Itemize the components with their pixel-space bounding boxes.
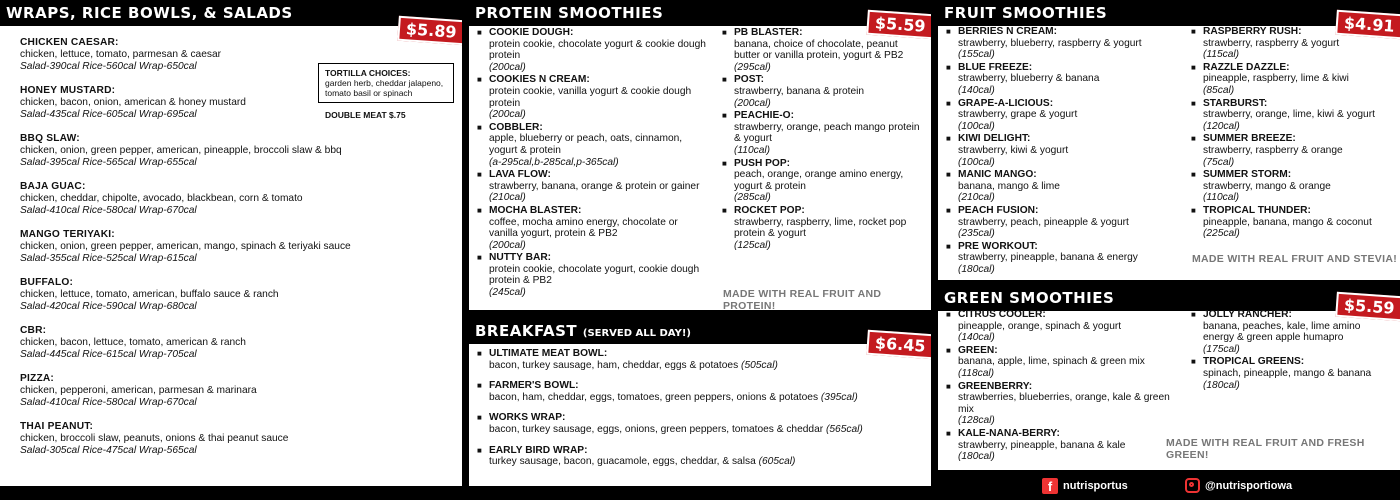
menu-item-calories: Salad-305cal Rice-475cal Wrap-565cal <box>20 445 197 456</box>
fruit-price: $4.91 <box>1335 10 1400 40</box>
menu-item-name: BBQ SLAW: <box>20 133 80 144</box>
menu-item-calories: (180cal) <box>958 451 995 463</box>
wraps-price: $5.89 <box>397 16 462 46</box>
menu-item-desc: protein cookie, chocolate yogurt & cookie dough protein <box>489 38 706 62</box>
protein-right-list <box>722 27 922 252</box>
menu-item-desc: strawberry, peach, pineapple & yogurt <box>958 216 1129 228</box>
menu-item-calories: (115cal) <box>1203 49 1240 61</box>
menu-item-name: ■ POST: <box>734 74 764 86</box>
menu-item-name: CHICKEN CAESAR: <box>20 37 119 48</box>
menu-item-name: ■ GREENBERRY: <box>958 380 1033 392</box>
breakfast-title: BREAKFAST <box>475 322 578 340</box>
menu-item-calories: (175cal) <box>1203 343 1240 355</box>
wraps-list <box>20 37 351 469</box>
menu-item-desc: protein cookie, chocolate yogurt, cookie dough protein & PB2 <box>489 263 700 287</box>
menu-item-desc: strawberry, banana, orange & protein or gainer <box>489 180 700 192</box>
menu-item-desc: strawberry, blueberry & banana <box>958 73 1100 85</box>
menu-item-calories: (128cal) <box>958 415 995 427</box>
menu-item <box>477 445 897 468</box>
menu-item-calories: Salad-410cal Rice-580cal Wrap-670cal <box>20 397 197 408</box>
menu-item-name: ■ WORKS WRAP: <box>489 412 566 424</box>
menu-item-name: ■ PEACH FUSION: <box>958 204 1039 216</box>
menu-item-desc: turkey sausage, bacon, guacamole, eggs, cheddar, & salsa <box>489 456 756 468</box>
menu-item-name: ■ SUMMER STORM: <box>1203 169 1292 181</box>
menu-item-calories: Salad-410cal Rice-580cal Wrap-670cal <box>20 205 197 216</box>
menu-item-desc: pineapple, banana, mango & coconut <box>1203 216 1372 228</box>
menu-item-desc: peach, orange, orange amino energy, yogurt & protein <box>734 169 904 192</box>
menu-item-desc: bacon, turkey sausage, eggs, onions, green peppers, tomatoes & cheddar <box>489 423 824 435</box>
menu-item <box>477 252 707 298</box>
menu-item-calories: Salad-445cal Rice-615cal Wrap-705cal <box>20 349 197 360</box>
menu-item-calories: (180cal) <box>1203 379 1240 391</box>
menu-item <box>1191 169 1391 204</box>
menu-item <box>20 277 440 313</box>
menu-item <box>722 74 922 109</box>
menu-item-name: ■ COOKIE DOUGH: <box>489 27 574 38</box>
menu-item <box>20 229 440 265</box>
instagram-link[interactable] <box>1185 478 1292 493</box>
tortilla-desc: garden herb, cheddar jalapeno, tomato basil or spinach <box>325 78 444 98</box>
menu-item-desc: spinach, pineapple, mango & banana <box>1203 367 1372 379</box>
breakfast-header <box>469 318 931 344</box>
menu-item-name: ■ LAVA FLOW: <box>489 169 551 181</box>
menu-item <box>946 62 1176 97</box>
menu-item-desc: strawberry, kiwi & yogurt <box>958 144 1069 156</box>
menu-item-name: ■ SUMMER BREEZE: <box>1203 133 1296 145</box>
menu-item-calories: (125cal) <box>734 239 771 251</box>
menu-item-calories: (295cal) <box>734 61 771 73</box>
menu-item-calories: (200cal) <box>489 109 526 121</box>
menu-item-name: ■ ROCKET POP: <box>734 204 805 216</box>
menu-item-desc: strawberry, banana & protein <box>734 85 865 97</box>
menu-item-desc: banana, choice of chocolate, peanut butter or vanilla protein, yogurt & PB2 <box>734 38 904 62</box>
breakfast-price: $6.45 <box>866 330 931 360</box>
menu-item-calories: (118cal) <box>958 367 995 379</box>
menu-item <box>946 133 1176 168</box>
menu-item-name: ■ EARLY BIRD WRAP: <box>489 444 588 456</box>
menu-item-name: ■ GREEN: <box>958 344 998 356</box>
menu-item-desc: chicken, lettuce, tomato, parmesan & caesar <box>20 49 222 60</box>
menu-item-desc: bacon, ham, cheddar, eggs, tomatoes, green peppers, onions & potatoes <box>489 391 819 403</box>
protein-title: PROTEIN SMOOTHIES <box>469 0 931 26</box>
menu-item-desc: strawberry, raspberry & yogurt <box>1203 37 1340 49</box>
menu-item-name: ■ MOCHA BLASTER: <box>489 204 582 216</box>
menu-item-name: ■ NUTTY BAR: <box>489 252 552 264</box>
green-price: $5.59 <box>1335 292 1400 322</box>
green-right-list <box>1191 309 1391 392</box>
menu-item-calories: (140cal) <box>958 332 995 344</box>
menu-item-desc: chicken, bacon, lettuce, tomato, american & ranch <box>20 337 246 348</box>
menu-item-desc: chicken, lettuce, tomato, american, buffalo sauce & ranch <box>20 289 279 300</box>
menu-item-desc: strawberry, grape & yogurt <box>958 109 1078 121</box>
menu-item-calories: Salad-355cal Rice-525cal Wrap-615cal <box>20 253 197 264</box>
menu-item <box>477 348 897 371</box>
menu-item-name: ■ KIWI DELIGHT: <box>958 133 1031 145</box>
menu-item <box>946 98 1176 133</box>
instagram-icon <box>1185 478 1200 493</box>
protein-tagline: MADE WITH REAL FRUIT AND PROTEIN! <box>723 288 882 310</box>
menu-item-calories: (235cal) <box>958 228 995 240</box>
menu-item-desc: banana, mango & lime <box>958 180 1060 192</box>
menu-item <box>946 241 1176 276</box>
menu-item-calories: (100cal) <box>958 120 995 132</box>
breakfast-subtitle: (SERVED ALL DAY!) <box>582 328 691 339</box>
menu-item-name: ■ MANIC MANGO: <box>958 169 1037 181</box>
menu-item-desc: chicken, broccoli slaw, peanuts, onions & thai peanut sauce <box>20 433 289 444</box>
menu-item-calories: (85cal) <box>1203 84 1235 96</box>
menu-item-name: PIZZA: <box>20 373 55 384</box>
menu-item-name: ■ BLUE FREEZE: <box>958 61 1033 73</box>
menu-item-desc: chicken, cheddar, chipolte, avocado, blackbean, corn & tomato <box>20 193 303 204</box>
menu-item-calories: (a-295cal,b-285cal,p-365cal) <box>489 156 619 168</box>
menu-item-desc: strawberry, orange, lime, kiwi & yogurt <box>1203 109 1375 121</box>
instagram-handle: @nutrisportiowa <box>1205 479 1293 492</box>
menu-item-desc: strawberry, blueberry, raspberry & yogurt <box>958 37 1142 49</box>
breakfast-list <box>477 348 897 477</box>
menu-item-calories: (110cal) <box>734 144 771 156</box>
facebook-handle: nutrisportus <box>1063 480 1128 492</box>
menu-item-calories: (565cal) <box>825 423 863 435</box>
menu-item <box>20 181 440 217</box>
fruit-left-list <box>946 26 1176 276</box>
menu-item <box>20 373 440 409</box>
menu-item-desc: strawberry, raspberry, lime, rocket pop protein & yogurt <box>734 216 907 240</box>
menu-item <box>20 133 440 169</box>
menu-item-calories: (120cal) <box>1203 120 1240 132</box>
menu-item-calories: (75cal) <box>1203 156 1235 168</box>
menu-item <box>477 122 707 168</box>
menu-item <box>946 309 1176 344</box>
menu-item-calories: (200cal) <box>734 97 771 109</box>
protein-price: $5.59 <box>866 10 931 40</box>
menu-item <box>477 74 707 120</box>
menu-item-name: HONEY MUSTARD: <box>20 85 116 96</box>
menu-item-calories: (285cal) <box>734 192 771 204</box>
menu-item-calories: (155cal) <box>958 49 995 61</box>
menu-item <box>477 27 707 73</box>
menu-item-name: BUFFALO: <box>20 277 74 288</box>
menu-item <box>946 205 1176 240</box>
menu-item-desc: apple, blueberry or peach, oats, cinnamon, yogurt & protein <box>489 133 683 156</box>
menu-item-desc: chicken, bacon, onion, american & honey mustard <box>20 97 246 108</box>
menu-item-name: THAI PEANUT: <box>20 421 94 432</box>
menu-item-calories: Salad-435cal Rice-605cal Wrap-695cal <box>20 109 197 120</box>
menu-item-name: ■ RAZZLE DAZZLE: <box>1203 61 1290 73</box>
menu-item <box>20 421 440 457</box>
green-title: GREEN SMOOTHIES <box>938 285 1400 311</box>
menu-item-desc: strawberry, raspberry & orange <box>1203 144 1343 156</box>
protein-left-list <box>477 27 707 300</box>
menu-item-calories: (210cal) <box>958 192 995 204</box>
menu-item <box>722 205 922 251</box>
menu-item <box>477 169 707 204</box>
menu-item-name: ■ COBBLER: <box>489 121 543 133</box>
menu-item-desc: strawberries, blueberries, orange, kale & green mix <box>958 392 1170 415</box>
menu-item <box>946 381 1176 427</box>
menu-item <box>477 380 897 403</box>
menu-item-name: ■ PUSH POP: <box>734 157 791 169</box>
menu-item-name: ■ ULTIMATE MEAT BOWL: <box>489 348 608 359</box>
menu-item <box>1191 356 1391 391</box>
tortilla-title: TORTILLA CHOICES: <box>325 68 411 78</box>
fruit-tagline: MADE WITH REAL FRUIT AND STEVIA! <box>1192 253 1398 265</box>
menu-item-desc: strawberry, pineapple, banana & energy <box>958 252 1138 264</box>
social-footer <box>940 472 1392 500</box>
menu-item-calories: Salad-420cal Rice-590cal Wrap-680cal <box>20 301 197 312</box>
menu-item <box>946 345 1176 380</box>
menu-item-name: ■ PEACHIE-O: <box>734 110 794 122</box>
fruit-right-list <box>1191 26 1391 241</box>
facebook-icon: f <box>1042 478 1058 494</box>
menu-item-calories: (100cal) <box>958 156 995 168</box>
tortilla-box <box>318 63 454 103</box>
menu-item-desc: pineapple, raspberry, lime & kiwi <box>1203 73 1349 85</box>
menu-item-name: ■ RASPBERRY RUSH: <box>1203 26 1302 37</box>
menu-item-name: ■ TROPICAL GREENS: <box>1203 356 1305 368</box>
menu-item-desc: strawberry, pineapple, banana & kale <box>958 439 1126 451</box>
menu-item-calories: (395cal) <box>820 391 858 403</box>
menu-item-name: ■ KALE-NANA-BERRY: <box>958 427 1060 439</box>
menu-item-desc: coffee, mocha amino energy, chocolate or vanilla yogurt, protein & PB2 <box>489 216 678 240</box>
menu-item-name: ■ COOKIES N CREAM: <box>489 74 590 86</box>
menu-item <box>722 110 922 156</box>
menu-item-calories: Salad-395cal Rice-565cal Wrap-655cal <box>20 157 197 168</box>
menu-item-calories: (225cal) <box>1203 228 1240 240</box>
menu-item-desc: banana, peaches, kale, lime amino energy & green apple humapro <box>1203 320 1361 344</box>
menu-item <box>946 26 1176 61</box>
menu-item <box>722 158 922 204</box>
menu-item-name: ■ STARBURST: <box>1203 97 1268 109</box>
menu-item-desc: chicken, pepperoni, american, parmesan & marinara <box>20 385 257 396</box>
facebook-link[interactable] <box>1042 478 1128 494</box>
menu-item-calories: Salad-390cal Rice-560cal Wrap-650cal <box>20 61 197 72</box>
menu-item-name: ■ FARMER'S BOWL: <box>489 380 579 392</box>
menu-item-calories: (245cal) <box>489 287 526 299</box>
menu-item-calories: (505cal) <box>741 359 778 371</box>
menu-item-name: ■ PRE WORKOUT: <box>958 240 1038 252</box>
menu-item-name: ■ JOLLY RANCHER: <box>1203 309 1292 320</box>
menu-item-calories: (605cal) <box>758 456 796 468</box>
menu-item-desc: protein cookie, vanilla yogurt & cookie dough protein <box>489 85 692 109</box>
menu-item <box>477 412 897 435</box>
wraps-title: WRAPS, RICE BOWLS, & SALADS <box>0 0 462 26</box>
green-left-list <box>946 309 1176 464</box>
menu-item-calories: (200cal) <box>489 61 526 73</box>
green-tagline: MADE WITH REAL FRUIT AND FRESH GREEN! <box>1166 437 1365 461</box>
menu-item <box>1191 62 1391 97</box>
menu-item-desc: chicken, onion, green pepper, american, mango, spinach & teriyaki sauce <box>20 241 351 252</box>
menu-item-name: ■ BERRIES N CREAM: <box>958 26 1058 37</box>
menu-item-calories: (180cal) <box>958 263 995 275</box>
green-panel <box>938 285 1400 470</box>
menu-item-desc: pineapple, orange, spinach & yogurt <box>958 320 1122 332</box>
menu-item-desc: bacon, turkey sausage, ham, cheddar, eggs & potatoes <box>489 359 739 371</box>
menu-item <box>946 169 1176 204</box>
menu-item-name: CBR: <box>20 325 47 336</box>
menu-item-desc: banana, apple, lime, spinach & green mix <box>958 356 1145 368</box>
fruit-title: FRUIT SMOOTHIES <box>938 0 1400 26</box>
menu-item-name: ■ PB BLASTER: <box>734 27 803 38</box>
menu-item <box>946 428 1176 463</box>
menu-item-calories: (200cal) <box>489 239 526 251</box>
menu-item <box>1191 133 1391 168</box>
menu-item-name: ■ TROPICAL THUNDER: <box>1203 204 1311 216</box>
menu-item-name: ■ GRAPE-A-LICIOUS: <box>958 97 1054 109</box>
menu-item-calories: (110cal) <box>1203 192 1240 204</box>
menu-item <box>477 205 707 251</box>
menu-item-calories: (210cal) <box>489 192 526 204</box>
double-meat: DOUBLE MEAT $.75 <box>325 110 406 120</box>
menu-item-name: BAJA GUAC: <box>20 181 86 192</box>
menu-item <box>1191 98 1391 133</box>
menu-item <box>1191 205 1391 240</box>
fruit-panel <box>938 0 1400 280</box>
menu-item <box>20 325 440 361</box>
menu-item-calories: (140cal) <box>958 84 995 96</box>
wraps-panel <box>0 0 462 486</box>
menu-item-name: MANGO TERIYAKI: <box>20 229 115 240</box>
protein-panel <box>469 0 931 310</box>
menu-item-name: ■ CITRUS COOLER: <box>958 309 1046 320</box>
menu-item-desc: chicken, onion, green pepper, american, pineapple, broccoli slaw & bbq <box>20 145 342 156</box>
menu-item-desc: strawberry, mango & orange <box>1203 180 1331 192</box>
breakfast-panel <box>469 318 931 486</box>
menu-item-desc: strawberry, orange, peach mango protein & yogurt <box>734 121 920 145</box>
